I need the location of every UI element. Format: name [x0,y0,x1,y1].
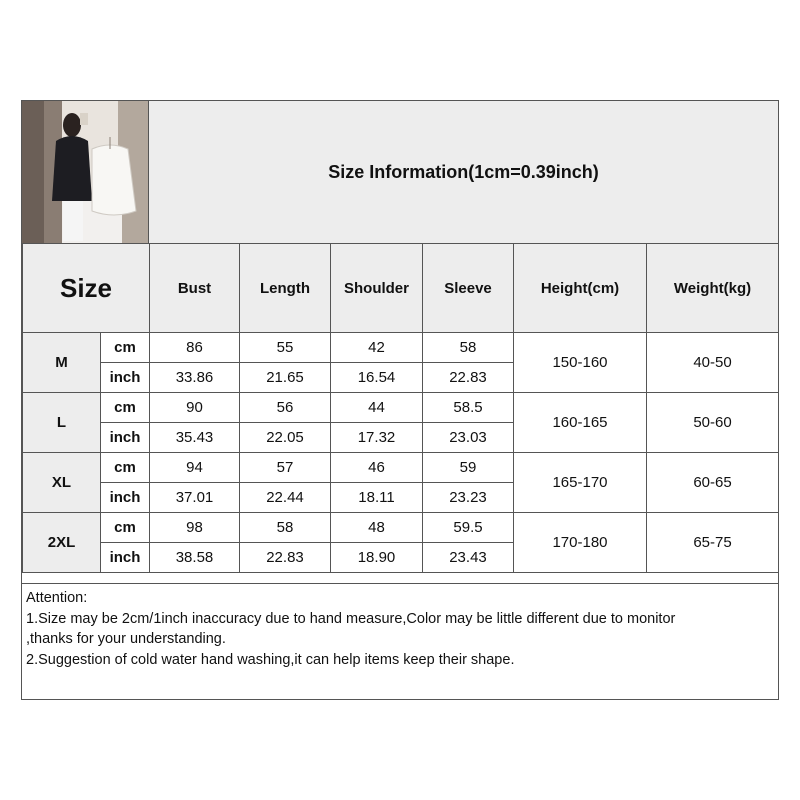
table-row [23,333,779,363]
table-cell: 46 [331,453,423,483]
table-cell: 44 [331,393,423,423]
size-table [22,243,779,573]
col-height: Height(cm) [514,244,647,333]
height-cell: 165-170 [514,453,647,513]
col-bust: Bust [150,244,240,333]
weight-cell: 50-60 [647,393,779,453]
notes-heading: Attention: [26,590,88,606]
table-cell: 16.54 [331,363,423,393]
table-cell: 98 [150,513,240,543]
height-cell: 160-165 [514,393,647,453]
table-cell: 59.5 [423,513,514,543]
unit-label: cm [101,333,150,363]
weight-cell: 60-65 [647,453,779,513]
weight-cell: 65-75 [647,513,779,573]
size-label: 2XL [23,513,101,573]
col-weight: Weight(kg) [647,244,779,333]
note-line: ,thanks for your understanding. [26,631,226,647]
table-cell: 37.01 [150,483,240,513]
unit-label: inch [101,543,150,573]
note-line: 1.Size may be 2cm/1inch inaccuracy due to hand measure,Color may be little different due to monitor [26,610,676,627]
table-cell: 55 [240,333,331,363]
table-cell: 17.32 [331,423,423,453]
table-cell: 86 [150,333,240,363]
table-cell: 58.5 [423,393,514,423]
attention-notes [22,583,778,699]
table-cell: 33.86 [150,363,240,393]
height-cell: 170-180 [514,513,647,573]
table-header-row [23,244,779,333]
table-cell: 94 [150,453,240,483]
table-cell: 22.83 [423,363,514,393]
height-cell: 150-160 [514,333,647,393]
unit-label: inch [101,483,150,513]
table-cell: 22.05 [240,423,331,453]
col-shoulder: Shoulder [331,244,423,333]
table-cell: 23.03 [423,423,514,453]
note-line: 2.Suggestion of cold water hand washing,it can help items keep their shape. [26,651,515,668]
product-photo [22,101,149,243]
table-cell: 56 [240,393,331,423]
table-cell: 18.90 [331,543,423,573]
table-cell: 57 [240,453,331,483]
size-label: L [23,393,101,453]
size-label: M [23,333,101,393]
table-cell: 59 [423,453,514,483]
size-label: XL [23,453,101,513]
table-row [23,513,779,543]
table-row [23,453,779,483]
table-cell: 35.43 [150,423,240,453]
table-cell: 38.58 [150,543,240,573]
table-cell: 23.43 [423,543,514,573]
unit-label: inch [101,363,150,393]
unit-label: cm [101,453,150,483]
unit-label: cm [101,513,150,543]
col-sleeve: Sleeve [423,244,514,333]
size-header: Size [23,244,150,333]
table-cell: 23.23 [423,483,514,513]
table-cell: 90 [150,393,240,423]
table-cell: 21.65 [240,363,331,393]
table-row [23,393,779,423]
size-info-title: Size Information(1cm=0.39inch) [149,101,778,243]
table-cell: 48 [331,513,423,543]
table-cell: 22.44 [240,483,331,513]
table-cell: 42 [331,333,423,363]
product-photo-image [22,101,148,243]
col-length: Length [240,244,331,333]
table-cell: 18.11 [331,483,423,513]
unit-label: cm [101,393,150,423]
size-chart [21,100,779,700]
table-cell: 58 [240,513,331,543]
table-cell: 22.83 [240,543,331,573]
unit-label: inch [101,423,150,453]
weight-cell: 40-50 [647,333,779,393]
table-cell: 58 [423,333,514,363]
